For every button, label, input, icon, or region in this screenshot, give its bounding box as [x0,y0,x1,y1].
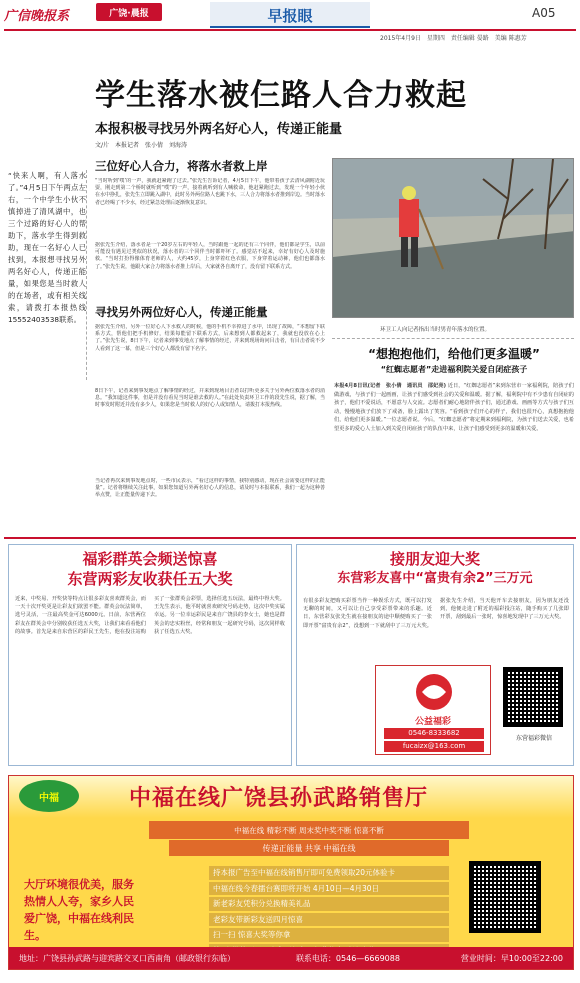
qr-code [503,667,563,727]
fucai-logo-text: 公益福彩 [414,717,451,727]
page-title: 早报眼 [267,7,313,25]
paragraph: “当时听到‘噗’的一声，我就赶紧跑了过去。”张先生告诉记者，4月5日下午，他带着孩子去清风湖附近玩耍，刚走到第二个桥时就听到“噗”的一声，接着就听到有人喊救命，他赶紧跑过去，发现一个年轻小伙在水中挣扎，张先生立即跳入湖中，此时另外两位路人也跳下水，三人合力将落水者推到岸边。当时落水者已经喝了不少水，经过紧急处理后逐渐恢复意识。 [95,178,325,206]
ad-banner-2: 传递正能量 共享 中福在线 [169,840,449,856]
ad-list-item: 持本报广告至中福在线销售厅即可免费领取20元体验卡 [209,866,449,880]
newspaper-logo: 广信晚报系 [4,9,70,24]
lottery1-title: 福彩群英会频送惊喜 [82,550,218,568]
lottery2-body: 有很多彩友把购买彩票当作一种娱乐方式，既可以打发无聊的时间，又可以让自己享受彩票带来的乐趣。近日，东营彩友张先生就在接朋友的途中顺便购买了一张即开票“富贵有余2”，没想到一下就刮中了三万元大奖。据张先生介绍，当天他开车去接朋友，因为朋友还没到，他便走进了附近的福彩投注站，随手购买了几张即开票，刮到最后一张时，惊喜地发现中了三万元大奖。 [303,598,569,629]
subhead-1: 三位好心人合力，将落水者救上岸 [95,159,268,173]
photo-illustration [333,159,574,318]
paragraph: 当记者再次来到事发地点时，一些市民表示，“看过这样的事情，我特别感动，现在社会需要这样的正能量”。记者将继续关注此事，如果您知道另外两名好心人的信息，请及时与本报联系，我们一起为这种善举点赞，让正能量传递下去。 [95,478,325,499]
story2-title: “想抱抱他们，给他们更多温暖” [368,347,540,361]
paragraph: 8日下午，记者来到事发地点了解事情的经过，并来到现场目击者以打听更多关于另外两位救落水者的消息。“我知道这件事，但是并没有看见当时是谁去救的人。”在此处负责环卫工作的段先生说，据了解，当时事发时附近并没有多少人，如果您是当时救人的好心人或知情人，请拨打本报热线。 [95,388,325,409]
ad-hours: 营业时间：早10:00至22:00 [460,953,563,963]
story2-byline: 本报4月8日讯(记者 张小倩 通讯员 邵妃亮) [334,383,446,389]
story2-text: 近日，“红蜘志愿者”来到东营市一家福利院，陪孩子们做游戏，与孩子们一起画画，让孩子们感受到社会的关爱和温暖。据了解，福利院中有不少患有自闭症的孩子，他们不爱说话，不愿意与人交流。志愿者们耐心地陪伴孩子们，通过游戏、画画等方式与孩子们互动，慢慢地孩子们放下了戒备，脸上露出了笑容。“看到孩子们开心的样子，我们也很开心，真想抱抱他们，给他们更多温暖。”一位志愿者说。今后，“红蜘志愿者”将定期来到福利院，为孩子们送去关爱，也希望更多的爱心人士加入到关爱自闭症孩子的队伍中来，让孩子们感受到更多的温暖和关爱。 [334,383,574,432]
page-number: A05 [532,6,556,20]
news-photo [332,158,574,318]
lead-body [95,158,325,536]
divider [332,338,574,339]
lottery-story-1 [8,544,292,766]
ad-slogan: 大厅环境很优美，服务热情人人夸，家乡人民爱广饶，中福在线利民生。 [24,878,134,942]
fucai-logo-icon [404,672,464,712]
sub-headline: 本报积极寻找另外两名好心人，传递正能量 [95,122,343,137]
fucai-logo-box [375,665,491,755]
ad-list-item: 老彩友带新彩友送四月惊喜 [209,913,449,927]
qr-caption: 东营福彩微信 [515,735,552,742]
column-divider [86,170,87,380]
advertisement [8,775,574,970]
fucai-phone: 0546-8333682 [384,728,484,739]
ad-title: 中福在线广饶县孙武路销售厅 [129,786,429,811]
lottery-story-2 [296,544,574,766]
story2-body [334,382,574,532]
ad-address: 地址：广饶县孙武路与迎宾路交叉口西南角（邮政银行东临） [19,953,235,963]
header-rule [4,29,576,31]
headline: 学生落水被仨路人合力救起 [95,78,467,113]
ad-list-item: 新老彩友凭积分兑换精美礼品 [209,897,449,911]
subhead-2: 寻找另外两位好心人，传递正能量 [95,305,268,319]
lottery1-body: 近来，中奖易、开奖快等特点让很多彩友喜欢群英会，而一天十次开奖更是让彩友们欲罢不能。群英会玩法简单，选号灵活，一注最高奖金可达6000元。日前，东营两位彩友在群英会中分别收获任选五大奖，让我们来看看他们的故事。首先是来自东营区的彩民王先生，他在投注站购买了一张群英会彩票，选择任选五玩法，最终中得大奖。王先生表示，他平时就喜欢研究号码走势，这次中奖实属幸运。另一位幸运彩民是来自广饶县的李女士，她也是群英会的忠实粉丝，经常和朋友一起研究号码，这次同样收获了任选五大奖。 [15,596,285,635]
byline: 文/片 本报记者 张小倩 刘海涛 [95,142,188,149]
ad-phone: 联系电话：0546—6669088 [295,953,400,963]
ad-qr-code [469,861,541,933]
ad-logo-badge: 中福 [19,780,79,812]
section-rule [4,537,576,539]
ad-list [209,866,449,959]
ad-footer [9,947,573,969]
paragraph: 据张先生介绍，落水者是一个20岁左右的年轻人，当时跟他一起的还有三个同伴，他们都是学生，以前可能没有遇见过类似的状况，落水者的三个同伴当时都吓坏了。感觉站不起来，幸好有好心人及时施救。“当时打扮得像体育老师的人，大约45岁，上身穿着红色衣服，下身穿着运动裤，他们也都落水了。”张先生说，他跟大家合力将落水者推上岸后，大家就各自离开了，没有留下联系方式。 [95,242,325,270]
dateline: 2015年4月9日 星期四 责任编辑 晏路 美编 陈惠芳 [380,35,527,42]
fucai-email: fucaizx@163.com [384,741,484,752]
lottery2-title: 接朋友迎大奖 [389,550,480,568]
section-badge: 广饶·晨报 [96,3,162,21]
ad-list-item: 中福在线今春擂台赛即将开始 4月10日—4月30日 [209,882,449,896]
lottery2-subtitle: 东营彩友喜中“富贵有余2”三万元 [337,571,533,586]
lottery1-subtitle: 东营两彩友收获任五大奖 [67,570,233,588]
ad-list-item: 扫一扫 惊喜大奖等你拿 [209,928,449,942]
appeal-text: “快来人啊，有人落水了。”4月5日下午两点左右，一个中学生小伙不慎掉进了清风湖中，也三个过路的好心人的帮助下，落水学生得到救助，现在一名好心人已找到，本报想寻找另外两名好心人，传递正能量，如果您是当时救人的在场者，或有相关线索，请拨打本报热线15552403538联系。 [8,171,86,324]
paragraph: 据张先生介绍，另外一位好心人下水救人的时候，他的手机不幸掉进了水中，出现了故障，“本想留下联系方式，帮他们把手机修好，结果每能留下联系方式，后来想到人都救起来了，我就也没放在心上了。”张先生说，8日下午，记者来到事发地点了解事情的经过，并来到现场询问目击者，有目击者说不少人看到了这一幕，但是三个好心人都没有留下名字。 [95,324,325,352]
ad-banner-1: 中福在线 精彩不断 周末奖中奖不断 惊喜不断 [149,821,469,839]
photo-caption: 环卫工人向记者指出当时男青年落水的位置。 [380,327,491,333]
story2-subtitle: “红蜘志愿者”走进福利院关爱自闭症孩子 [380,365,528,374]
